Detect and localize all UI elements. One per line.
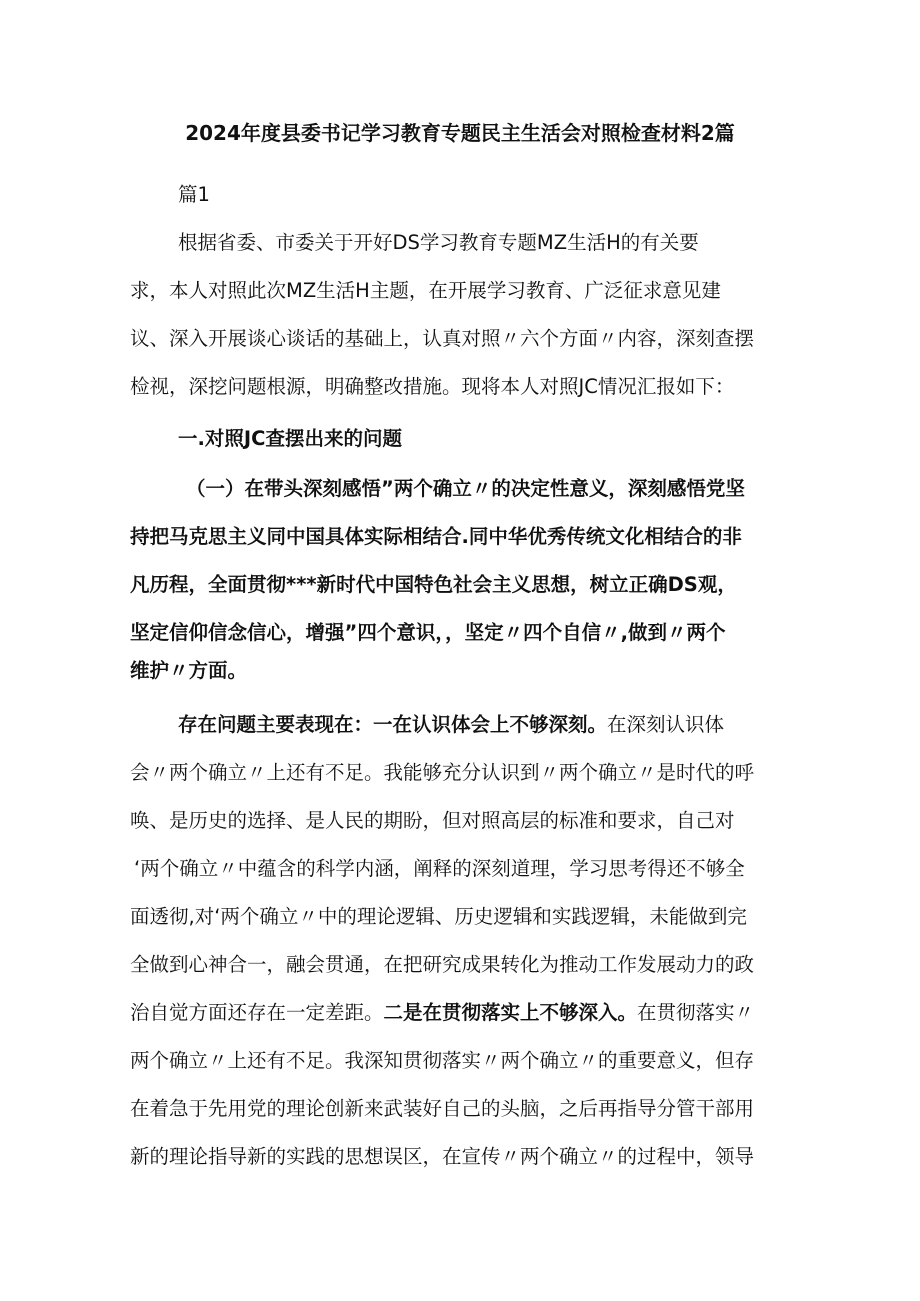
problems-mixed-pre: 治自觉方面还存在一定差距。 (130, 1001, 384, 1024)
problems-line-9: 在着急于先用党的理论创新来武装好自己的头脑，之后再指导分管干部用 (130, 1097, 755, 1120)
subsection-line-5: 维护〃方面。 (130, 659, 248, 682)
problems-line-5: 面透彻,对‘两个确立〃中的理论逻辑、历史逻辑和实践逻辑，未能做到完 (130, 905, 747, 928)
problems-lead-bold: 存在问题主要表现在：一在认识体会上不够深刻。 (178, 713, 608, 736)
section-heading-1: 一.对照JC查摆出来的问题 (178, 427, 402, 450)
subsection-line-4: 坚定信仰信念信心，增强”四个意识，，坚定〃四个自信〃,做到〃两个 (130, 621, 726, 644)
problems-lead-rest: 在深刻认识体 (607, 713, 725, 736)
problems-line-6: 全做到心神合一，融会贯通，在把研究成果转化为推动工作发展动力的政 (130, 953, 755, 976)
problems-mixed-bold: 二是在贯彻落实上不够深入。 (383, 1001, 638, 1024)
chapter-heading: 篇1 (178, 183, 210, 206)
subsection-line-3: 凡历程，全面贯彻***新时代中国特色社会主义思想，树立正确DS观， (130, 573, 737, 596)
problems-line-10: 新的理论指导新的实践的思想误区，在宣传〃两个确立〃的过程中，领导 (130, 1145, 755, 1168)
problems-line-8: 两个确立〃上还有不足。我深知贯彻落实〃两个确立〃的重要意义，但存 (130, 1049, 755, 1072)
document-title: 2024年度县委书记学习教育专题民主生活会对照检查材料2篇 (185, 121, 735, 145)
problems-mixed-line (130, 998, 754, 1028)
intro-line-2: 求，本人对照此次MZ生活H主题，在开展学习教育、广泛征求意见建 (130, 279, 721, 302)
intro-line-3: 议、深入开展谈心谈话的基础上，认真对照〃六个方面〃内容，深刻查摆 (130, 327, 755, 350)
problems-line-4: ‘两个确立〃中蕴含的科学内涵，阐释的深刻道理，学习思考得还不够全 (134, 857, 745, 880)
subsection-line-1: （一）在带头深刻感悟”两个确立〃的决定性意义，深刻感悟党坚 (186, 477, 745, 500)
subsection-line-2: 持把马克思主义同中国具体实际相结合.同中华优秀传统文化相结合的非 (130, 525, 742, 548)
problems-line-3: 唤、是历史的选择、是人民的期盼，但对照高层的标准和要求，自己对 (130, 809, 735, 832)
problems-line-2: 会〃两个确立〃上还有不足。我能够充分认识到〃两个确立〃是时代的呼 (130, 761, 755, 784)
problems-mixed-post: 在贯彻落实〃 (637, 1001, 755, 1024)
problems-lead-line (178, 710, 724, 740)
intro-line-4: 检视，深挖问题根源，明确整改措施。现将本人对照JC情况汇报如下： (130, 375, 735, 398)
intro-line-1: 根据省委、市委关于开好DS学习教育专题MZ生活H的有关要 (178, 231, 699, 254)
